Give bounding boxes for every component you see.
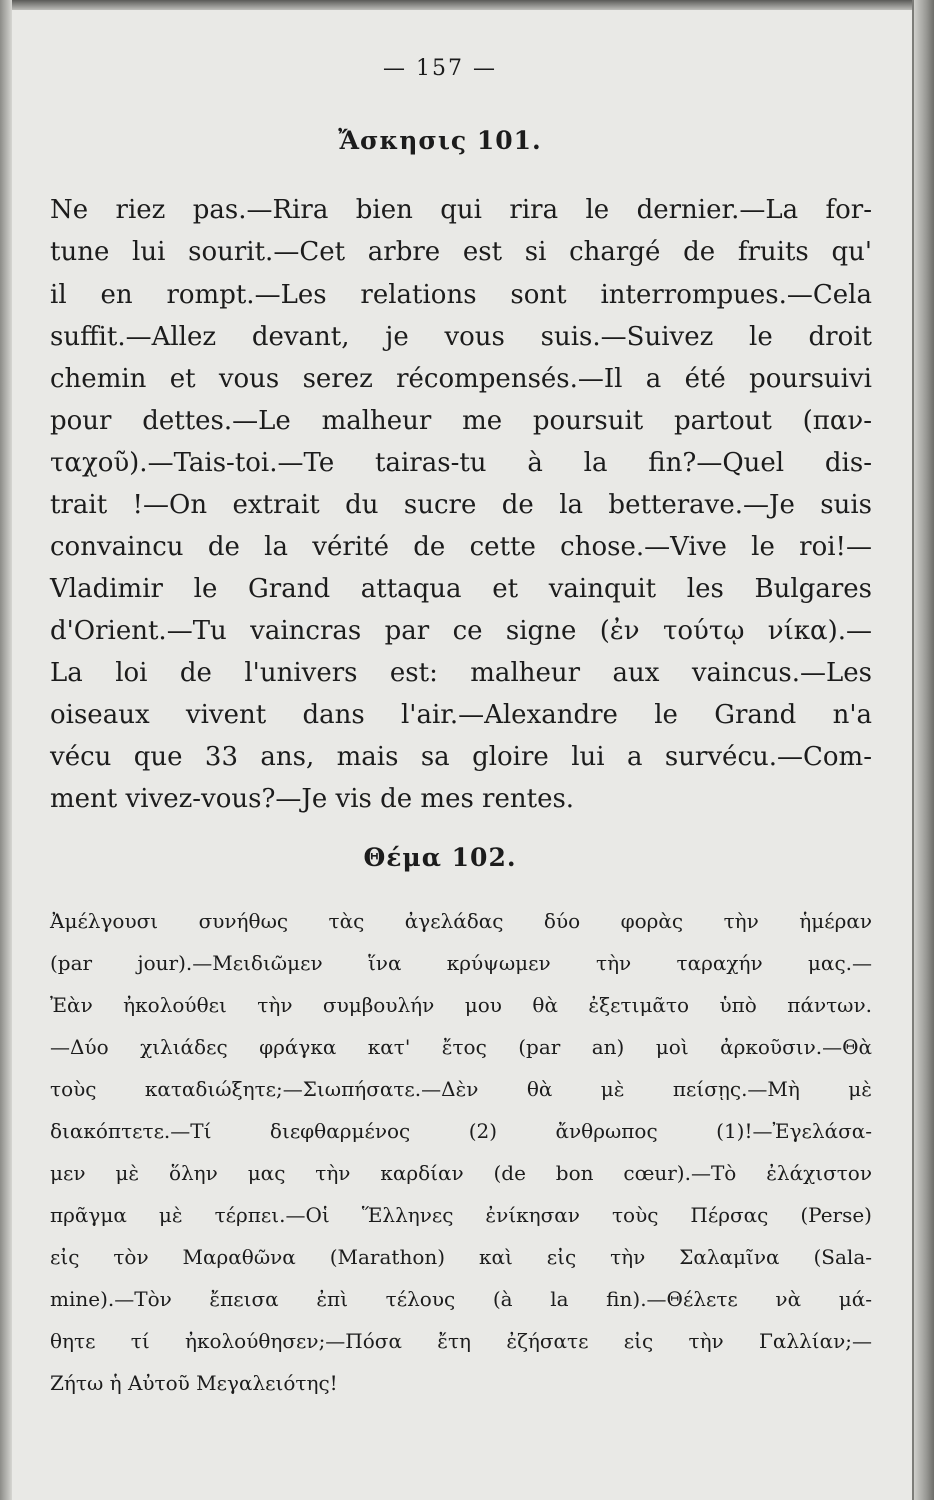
theme-line: τοὺς καταδιώξητε;—Σιωπήσατε.—Δὲν θὰ μὲ πείσῃς.—Μὴ μὲ (50, 1077, 872, 1101)
theme-line: Ἀμέλγουσι συνήθως τὰς ἀγελάδας δύο φορὰς τὴν ἡμέραν (50, 909, 872, 933)
theme-heading: Θέμα 102. (363, 843, 517, 872)
exercise-line: La loi de l'univers est: malheur aux vaincus.—Les (50, 658, 872, 688)
page-number: — 157 — (383, 56, 497, 81)
exercise-line: trait !—On extrait du sucre de la betterave.—Je suis (50, 490, 872, 520)
theme-line: μεν μὲ ὅλην μας τὴν καρδίαν (de bon cœur).—Τὸ ἐλάχιστον (50, 1161, 872, 1185)
exercise-line: ment vivez-vous?—Je vis de mes rentes. (50, 784, 575, 814)
theme-line: Ζήτω ἡ Αὐτοῦ Μεγαλειότης! (50, 1371, 338, 1395)
theme-line: (par jour).—Μειδιῶμεν ἵνα κρύψωμεν τὴν ταραχήν μας.— (50, 951, 872, 975)
theme-line: εἰς τὸν Μαραθῶνα (Marathon) καὶ εἰς τὴν Σαλαμῖνα (Sala- (50, 1245, 872, 1269)
theme-line: —Δύο χιλιάδες φράγκα κατ' ἔτος (par an) μοὶ ἀρκοῦσιν.—Θὰ (50, 1035, 872, 1059)
exercise-heading: Ἄσκησις 101. (338, 126, 542, 155)
exercise-line: d'Orient.—Tu vaincras par ce signe (ἐν τούτῳ νίκα).— (50, 616, 872, 646)
exercise-line: il en rompt.—Les relations sont interrompues.—Cela (50, 280, 872, 310)
exercise-line: chemin et vous serez récompensés.—Il a été poursuivi (50, 364, 872, 394)
exercise-line: convaincu de la vérité de cette chose.—Vive le roi!— (50, 532, 872, 562)
exercise-line: Vladimir le Grand attaqua et vainquit les Bulgares (50, 574, 872, 604)
exercise-line: suffit.—Allez devant, je vous suis.—Suivez le droit (50, 322, 872, 352)
theme-line: mine).—Τὸν ἔπεισα ἐπὶ τέλους (à la fin).—Θέλετε νὰ μά- (50, 1287, 872, 1311)
exercise-line: pour dettes.—Le malheur me poursuit partout (παν- (50, 406, 872, 436)
theme-line: διακόπτετε.—Τί διεφθαρμένος (2) ἄνθρωπος (1)!—Ἐγελάσα- (50, 1119, 872, 1143)
exercise-line: ταχοῦ).—Tais-toi.—Te tairas-tu à la fin?—Quel dis- (50, 448, 872, 478)
theme-line: Ἐὰν ἠκολούθει τὴν συμβουλήν μου θὰ ἐξετιμᾶτο ὑπὸ πάντων. (50, 993, 872, 1017)
exercise-line: vécu que 33 ans, mais sa gloire lui a survécu.—Com- (50, 742, 872, 772)
theme-line: θητε τί ἠκολούθησεν;—Πόσα ἔτη ἐζήσατε εἰς τὴν Γαλλίαν;— (50, 1329, 872, 1353)
exercise-line: tune lui sourit.—Cet arbre est si chargé de fruits qu' (50, 237, 872, 267)
theme-line: πρᾶγμα μὲ τέρπει.—Οἱ Ἕλληνες ἐνίκησαν τοὺς Πέρσας (Perse) (50, 1203, 872, 1227)
exercise-line: Ne riez pas.—Rira bien qui rira le dernier.—La for- (50, 195, 872, 225)
exercise-line: oiseaux vivent dans l'air.—Alexandre le Grand n'a (50, 700, 872, 730)
